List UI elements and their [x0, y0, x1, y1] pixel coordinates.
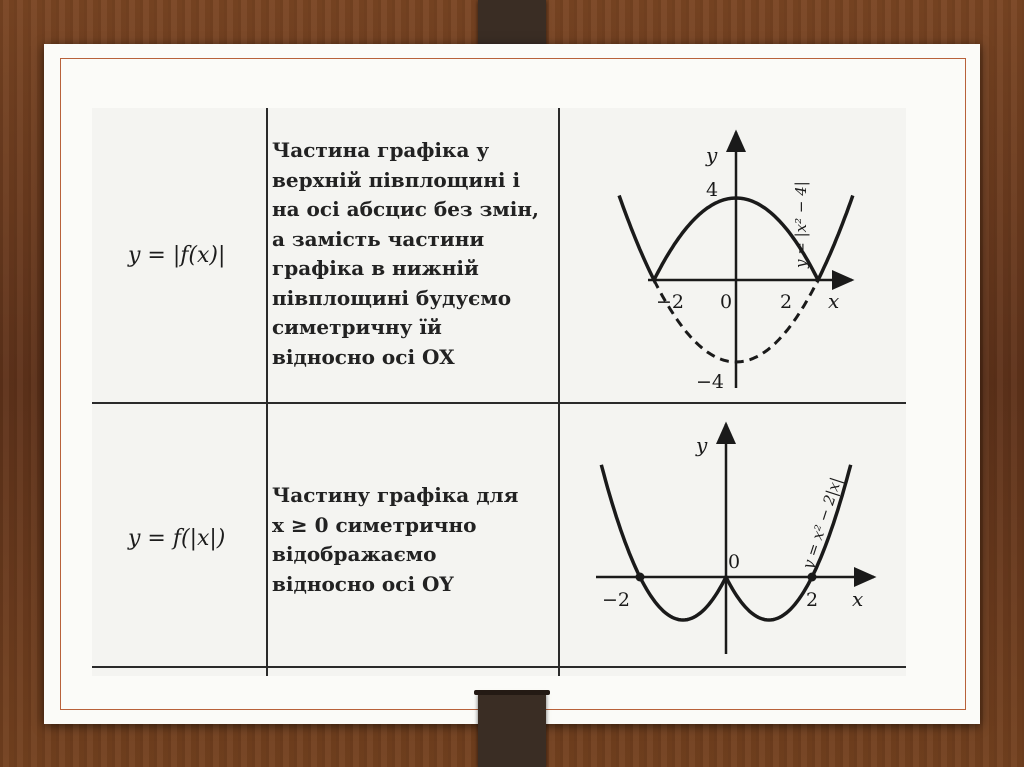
- binder-clip-bottom-bar: [474, 690, 550, 695]
- table-column-divider-2: [558, 108, 560, 676]
- row2-x-axis-label: x: [852, 587, 864, 611]
- row1-formula: y = |f(x)|: [128, 243, 226, 268]
- row2-root-point-left: [636, 573, 645, 582]
- row1-y-axis-label: y: [706, 143, 718, 167]
- row1-graph: [562, 118, 902, 402]
- row2-tick-neg2: −2: [602, 589, 631, 611]
- table-bottom-border: [92, 666, 906, 668]
- row1-tick-neg4: −4: [696, 371, 725, 393]
- row1-description: Частина графіка у верхній півплощині і на осі абсцис без змін, а замість частини графіка в нижній півплощині будуємо симетричну їй відносно осі OX: [272, 138, 539, 369]
- row2-formula: y = f(|x|): [128, 526, 226, 551]
- row1-tick-0: 0: [720, 291, 733, 313]
- row2-graph: [562, 408, 902, 664]
- row2-dashed-curve: [685, 577, 726, 620]
- table-row-divider: [92, 402, 906, 404]
- row2-root-point-right: [808, 573, 817, 582]
- function-transform-table: [92, 108, 906, 676]
- table-column-divider-1: [266, 108, 268, 676]
- row2-description: Частину графіка для x ≥ 0 симетрично відображаємо відносно осі OY: [272, 483, 519, 596]
- row1-tick-neg2: −2: [656, 291, 685, 313]
- row2-y-axis-label: y: [696, 433, 708, 457]
- row1-x-axis-label: x: [828, 289, 840, 313]
- row2-curve-label: y = x² − 2|x|: [798, 475, 846, 572]
- binder-clip-bottom: [478, 693, 546, 767]
- row1-curve-label: y = |x² − 4|: [792, 181, 810, 268]
- row2-tick-2: 2: [806, 589, 819, 611]
- row1-tick-2: 2: [780, 291, 793, 313]
- row2-tick-0: 0: [728, 551, 741, 573]
- row1-tick-4: 4: [706, 179, 719, 201]
